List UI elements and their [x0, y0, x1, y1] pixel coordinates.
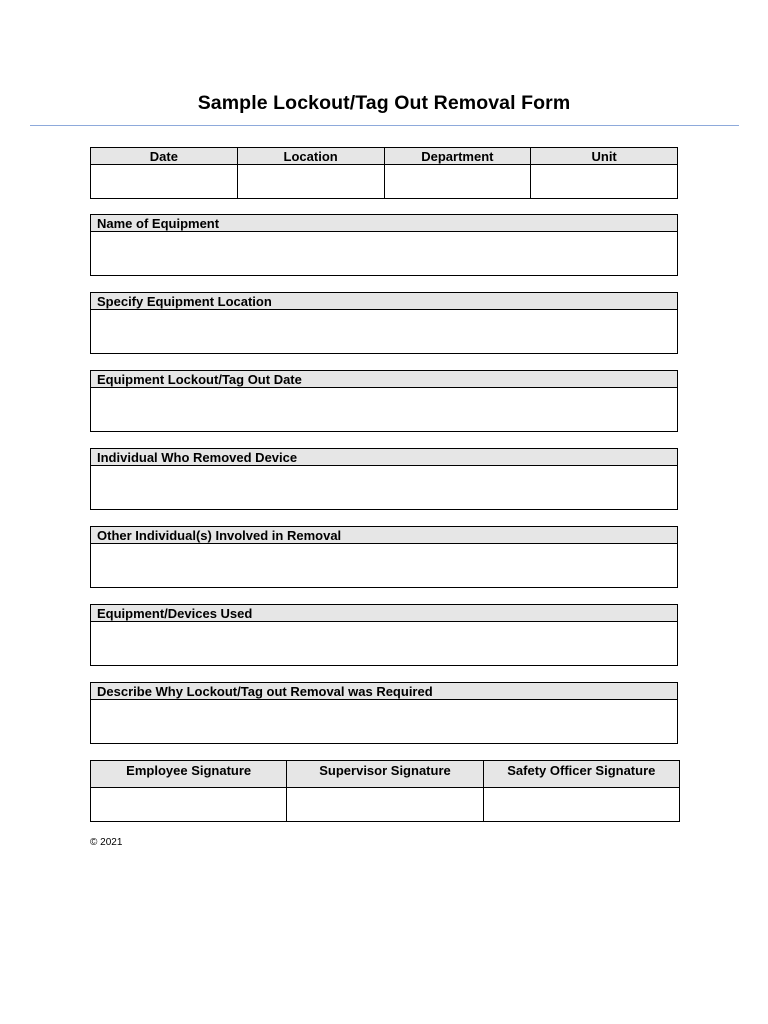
unit-header: Unit: [531, 148, 678, 165]
copyright-notice: © 2021: [90, 837, 123, 848]
title-divider: [30, 125, 739, 126]
location-field[interactable]: [237, 165, 384, 199]
lockout-date-label: Equipment Lockout/Tag Out Date: [91, 371, 678, 388]
department-header: Department: [384, 148, 531, 165]
other-individuals-label: Other Individual(s) Involved in Removal: [91, 527, 678, 544]
employee-signature-header: Employee Signature: [91, 761, 287, 788]
equipment-location-field[interactable]: [91, 310, 678, 354]
remover-section: [90, 448, 678, 510]
location-header: Location: [237, 148, 384, 165]
lockout-date-field[interactable]: [91, 388, 678, 432]
devices-used-section: [90, 604, 678, 666]
other-individuals-section: [90, 526, 678, 588]
removal-reason-label: Describe Why Lockout/Tag out Removal was Required: [91, 683, 678, 700]
date-header: Date: [91, 148, 238, 165]
lockout-date-section: [90, 370, 678, 432]
devices-used-label: Equipment/Devices Used: [91, 605, 678, 622]
equipment-location-section: [90, 292, 678, 354]
info-table: [90, 147, 678, 199]
employee-signature-field[interactable]: [91, 788, 287, 822]
signature-table: [90, 760, 680, 822]
department-field[interactable]: [384, 165, 531, 199]
unit-field[interactable]: [531, 165, 678, 199]
equipment-name-field[interactable]: [91, 232, 678, 276]
supervisor-signature-header: Supervisor Signature: [287, 761, 483, 788]
date-field[interactable]: [91, 165, 238, 199]
devices-used-field[interactable]: [91, 622, 678, 666]
remover-label: Individual Who Removed Device: [91, 449, 678, 466]
form-title: Sample Lockout/Tag Out Removal Form: [197, 92, 571, 114]
safety-officer-signature-field[interactable]: [483, 788, 679, 822]
equipment-name-section: [90, 214, 678, 276]
supervisor-signature-field[interactable]: [287, 788, 483, 822]
removal-reason-field[interactable]: [91, 700, 678, 744]
safety-officer-signature-header: Safety Officer Signature: [483, 761, 679, 788]
equipment-location-label: Specify Equipment Location: [91, 293, 678, 310]
equipment-name-label: Name of Equipment: [91, 215, 678, 232]
remover-field[interactable]: [91, 466, 678, 510]
removal-reason-section: [90, 682, 678, 744]
other-individuals-field[interactable]: [91, 544, 678, 588]
